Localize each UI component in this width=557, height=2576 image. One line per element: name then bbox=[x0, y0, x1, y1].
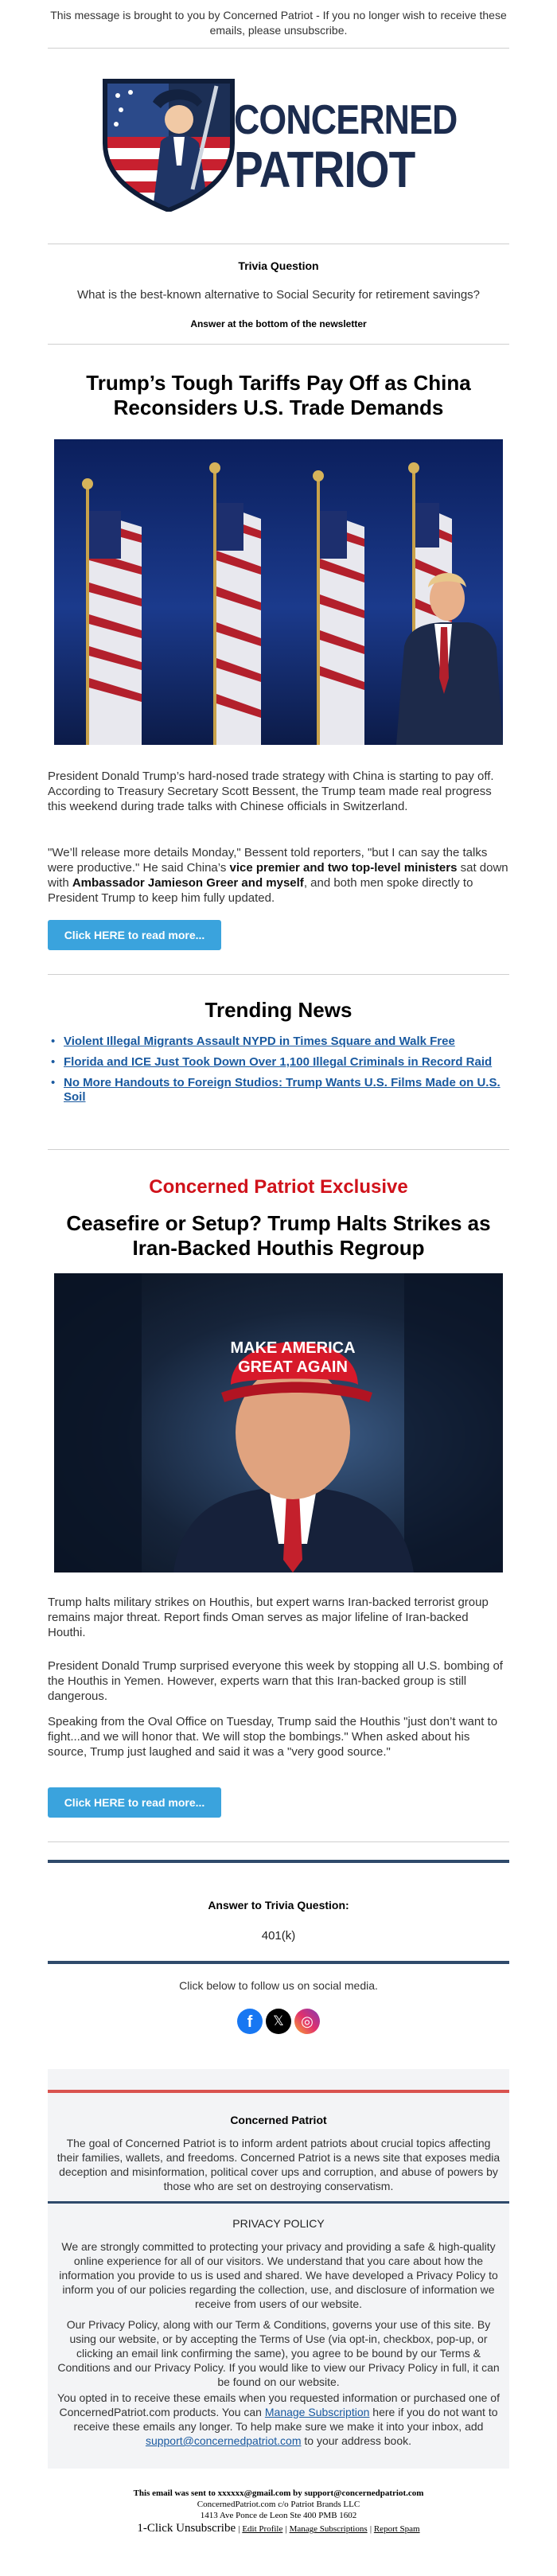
divider bbox=[48, 1841, 509, 1842]
hat-text-line2: GREAT AGAIN bbox=[238, 1358, 348, 1376]
exclusive-headline[interactable]: Ceasefire or Setup? Trump Halts Strikes as Iran-Backed Houthis Regroup bbox=[66, 1211, 491, 1260]
exclusive-label: Concerned Patriot Exclusive bbox=[149, 1176, 408, 1198]
article1-paragraph-2: "We’ll release more details Monday," Bessent told reporters, "but I can say the talks were productive." He said China’s vice premier and two top-level ministers sat down with Ambassador Jamieson Greer and myself, and both men spoke directly to President Trump to keep him fully updated. bbox=[48, 846, 508, 905]
exclusive-image[interactable] bbox=[54, 1273, 503, 1572]
trending-heading: Trending News bbox=[204, 998, 353, 1022]
report-spam-link[interactable]: Report Spam bbox=[373, 2524, 420, 2534]
about-heading: Concerned Patriot bbox=[230, 2114, 327, 2126]
facebook-icon[interactable]: f bbox=[237, 2009, 263, 2034]
divider bbox=[48, 344, 509, 345]
answer-value: 401(k) bbox=[261, 1929, 296, 1943]
social-prompt: Click below to follow us on social media. bbox=[179, 1979, 378, 1992]
divider bbox=[48, 974, 509, 975]
one-click-unsubscribe-link[interactable]: 1-Click Unsubscribe bbox=[137, 2522, 236, 2535]
brand-logo[interactable] bbox=[97, 70, 463, 212]
answer-heading: Answer to Trivia Question: bbox=[208, 1899, 349, 1912]
privacy-paragraph-2: Our Privacy Policy, along with our Term & Conditions, governs your use of this site. By using our website, or by accepting the Terms of Use (via opt-in, checkbox, pop-up, or clicking an email link confirming the same), you agree to be bound by our Terms & Conditions and our Privacy Policy. If you would like to view our Privacy Policy in full, it can be found on our website. bbox=[57, 2318, 500, 2388]
trivia-heading: Trivia Question bbox=[238, 259, 319, 272]
about-text: The goal of Concerned Patriot is to inform ardent patriots about crucial topics affecting their families, wallets, and freedoms. Concerned Patriot is a news site that exposes media deception and misinformation, political cover ups and corruption, and abuse of powers by those who are set on destroying conservatism. bbox=[56, 2137, 501, 2192]
x-twitter-icon[interactable]: 𝕏 bbox=[266, 2009, 291, 2034]
footer-links: 1-Click Unsubscribe | Edit Profile | Manage Subscriptions | Report Spam bbox=[137, 2522, 420, 2535]
trending-link-1[interactable]: Violent Illegal Migrants Assault NYPD in Times Square and Walk Free bbox=[64, 1035, 455, 1048]
portrait-photo bbox=[54, 1273, 503, 1572]
trending-item bbox=[48, 1076, 509, 1105]
shield-emblem-icon bbox=[97, 70, 240, 212]
trending-list bbox=[48, 1035, 509, 1105]
brand-name-line2: PATRIOT bbox=[234, 141, 415, 198]
footer-box bbox=[48, 2069, 509, 2469]
trending-link-3[interactable]: No More Handouts to Foreign Studios: Trump Wants U.S. Films Made on U.S. Soil bbox=[64, 1076, 501, 1104]
manage-subscriptions-link[interactable]: Manage Subscriptions bbox=[289, 2524, 368, 2534]
footer-sent-to: This email was sent to xxxxxx@gmail.com by support@concernedpatriot.com bbox=[133, 2488, 424, 2498]
trending-link-2[interactable]: Florida and ICE Just Took Down Over 1,100 Illegal Criminals in Record Raid bbox=[64, 1055, 493, 1069]
manage-subscription-link[interactable]: Manage Subscription bbox=[264, 2406, 370, 2418]
bullet-icon: • bbox=[51, 1076, 56, 1089]
edit-profile-link[interactable]: Edit Profile bbox=[242, 2524, 283, 2534]
privacy-paragraph-1: We are strongly committed to protecting your privacy and providing a safe & high-quality online experience for all of our visitors. We understand that you care about how the information you provide to us is used and shared. We have developed a Privacy Policy to inform you of our policies regarding the collection, use, and disclosure of information we receive from users of our website. bbox=[59, 2240, 498, 2310]
footer-top-border bbox=[48, 2090, 509, 2093]
article1-headline[interactable]: Trump’s Tough Tariffs Pay Off as China Reconsiders U.S. Trade Demands bbox=[86, 371, 471, 419]
flags-photo bbox=[54, 439, 503, 745]
trending-item bbox=[48, 1035, 509, 1049]
trending-item bbox=[48, 1055, 509, 1070]
answer-bottom-border bbox=[48, 1961, 509, 1964]
preheader-text: This message is brought to you by Concerned Patriot - If you no longer wish to receive these emails, please unsubscribe. bbox=[50, 9, 507, 37]
article1-image[interactable] bbox=[54, 439, 503, 745]
answer-top-border bbox=[48, 1860, 509, 1863]
exclusive-paragraph-1: Trump halts military strikes on Houthis, but expert warns Iran-backed terrorist group remains major threat. Report finds Oman serves as major lifeline of Iran-backed Houthi. bbox=[48, 1596, 489, 1639]
article1-paragraph-1: President Donald Trump’s hard-nosed trade strategy with China is starting to pay off. According to Treasury Secretary Scott Bessent, the Trump team made real progress this weekend during trade talks with Chinese officials in Switzerland. bbox=[48, 770, 494, 813]
support-email-link[interactable]: support@concernedpatriot.com bbox=[145, 2434, 302, 2447]
privacy-heading: PRIVACY POLICY bbox=[232, 2217, 325, 2230]
footer-company: ConcernedPatriot.com c/o Patriot Brands LLC bbox=[197, 2500, 360, 2509]
privacy-paragraph-3: You opted in to receive these emails when you requested information or purchased one of ConcernedPatriot.com products. You can Manage Subscription here if you do not want to receive these emails any longer. To help make sure we make it into your inbox, add support@concernedpatriot.com to your address book. bbox=[57, 2391, 500, 2447]
exclusive-read-more-button[interactable]: Click HERE to read more... bbox=[48, 1787, 221, 1818]
trivia-question: What is the best-known alternative to Social Security for retirement savings? bbox=[76, 288, 481, 302]
instagram-icon[interactable]: ◎ bbox=[294, 2009, 320, 2034]
privacy-top-border bbox=[48, 2201, 509, 2204]
bullet-icon: • bbox=[51, 1035, 56, 1048]
bullet-icon: • bbox=[51, 1055, 56, 1069]
social-icons bbox=[237, 2009, 325, 2036]
exclusive-paragraph-2: President Donald Trump surprised everyone this week by stopping all U.S. bombing of the Houthis in Yemen. However, experts warn that this Iran-backed group is still dangerous. bbox=[48, 1659, 503, 1703]
brand-name-line1: CONCERNED bbox=[234, 97, 458, 143]
hat-text-line1: MAKE AMERICA bbox=[230, 1339, 356, 1357]
footer-address: 1413 Ave Ponce de Leon Ste 400 PMB 1602 bbox=[200, 2511, 357, 2520]
divider bbox=[48, 48, 509, 49]
trivia-note: Answer at the bottom of the newsletter bbox=[190, 318, 367, 329]
footer-details bbox=[48, 2488, 509, 2536]
article1-read-more-button[interactable]: Click HERE to read more... bbox=[48, 920, 221, 950]
divider bbox=[48, 1149, 509, 1150]
exclusive-paragraph-3: Speaking from the Oval Office on Tuesday, Trump said the Houthis "just don’t want to fight...and we will honor that. We will stop the bombings." When asked about his source, Trump just laughed and said it was a "very good source." bbox=[48, 1715, 498, 1759]
